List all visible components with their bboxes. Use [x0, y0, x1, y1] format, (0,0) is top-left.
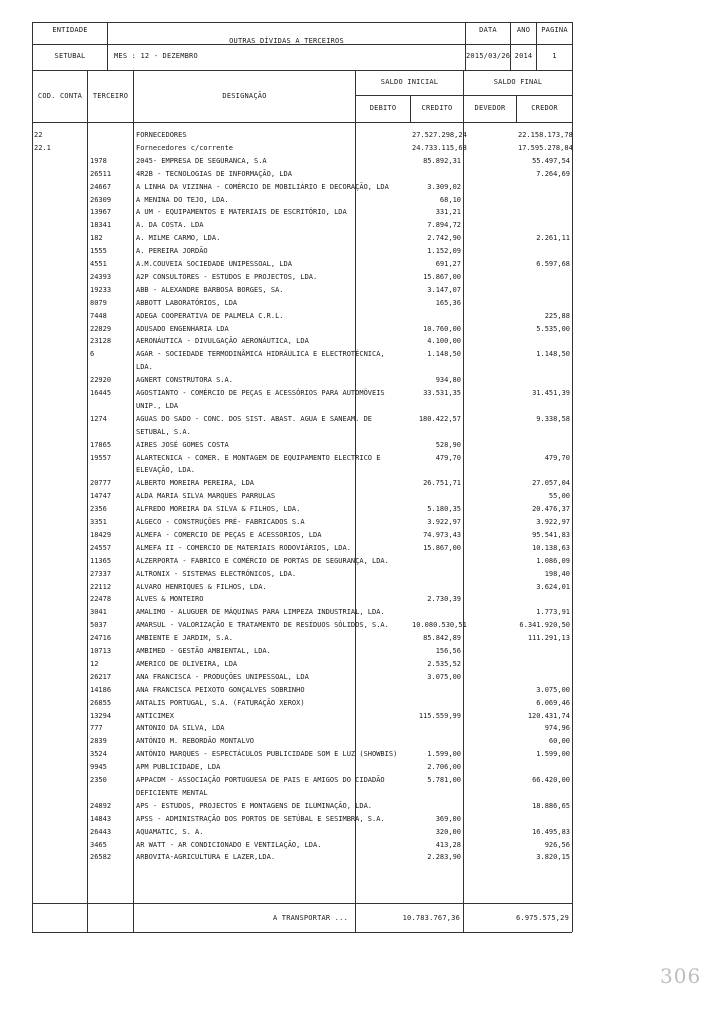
cell-cod-conta: 22.1 [34, 143, 51, 152]
cell-terceiro: 5037 [90, 621, 107, 630]
table-row [0, 582, 723, 592]
table-row [0, 517, 723, 527]
cell-credito: 165,36 [435, 298, 461, 307]
table-row [0, 556, 723, 566]
cell-credor: 225,88 [544, 311, 570, 320]
cell-designacao: ANTALIS PORTUGAL, S.A. (FATURAÇÃO XEROX) [136, 698, 305, 707]
cell-designacao: A. DA COSTA. LDA [136, 221, 204, 230]
cell-designacao: AMERICO DE OLIVEIRA, LDA [136, 659, 238, 668]
pagina-label: PAGINA [541, 26, 568, 34]
table-row [0, 698, 723, 708]
cell-terceiro: 13294 [90, 711, 112, 720]
table-row [0, 220, 723, 230]
table-row [0, 646, 723, 656]
cell-terceiro: 3351 [90, 518, 107, 526]
cell-terceiro: 14747 [90, 492, 112, 501]
cell-designacao: ALDA MARIA SILVA MARQUES PARRULAS [136, 492, 276, 501]
cell-terceiro: 11365 [90, 556, 112, 565]
cell-designacao: A.M.COUVEIA SOCIEDADE UNIPESSOAL, LDA [136, 260, 292, 268]
table-row [0, 491, 723, 501]
cell-terceiro: 3465 [90, 840, 107, 849]
table-row [0, 736, 723, 746]
col-cod-conta: COD. CONTA [37, 92, 83, 100]
cell-credito: 2.706,00 [427, 763, 461, 772]
cell-terceiro: 1274 [90, 414, 107, 423]
cell-designacao: ALZERPORTA - FABRICO E COMÉRCIO DE PORTAS DE SEGURANÇA, LDA. [136, 556, 389, 565]
cell-credor: 9.338,58 [536, 414, 570, 423]
cell-credito: 369,00 [435, 814, 461, 823]
cell-designacao: AGAR - SOCIEDADE TERMODINÂMICA HIDRÁULICA E ELECTROTÉCNICA, [136, 350, 385, 359]
cell-credor: 55,00 [548, 492, 570, 501]
cell-credor: 198,40 [544, 569, 570, 578]
cell-terceiro: 12 [90, 659, 99, 668]
table-row [0, 788, 723, 798]
cell-terceiro: 22112 [90, 582, 112, 591]
cell-credito: 331,21 [435, 208, 461, 217]
cell-terceiro: 13967 [90, 208, 112, 217]
cell-designacao: AQUAMATIC, S. A. [136, 827, 204, 836]
cell-designacao: Fornecedores c/corrente [136, 143, 233, 152]
cell-designacao: APPACDM - ASSOCIAÇÃO PORTUGUESA DE PAIS E AMIGOS DO CIDADÃO [136, 776, 385, 784]
cell-credito: 528,90 [435, 440, 461, 449]
header-div-entidade [107, 22, 108, 70]
cell-designacao: AR WATT - AR CONDICIONADO E VENTILAÇÃO, LDA. [136, 840, 322, 849]
cell-terceiro: 22920 [90, 376, 112, 385]
table-row [0, 298, 723, 308]
cell-designacao: DEFICIENTE MENTAL [136, 788, 208, 797]
table-row [0, 440, 723, 450]
cell-terceiro: 24667 [90, 182, 112, 191]
table-row [0, 246, 723, 256]
cell-credito: 4.100,00 [427, 337, 461, 346]
cell-credito: 15.867,00 [423, 272, 461, 281]
table-row [0, 375, 723, 385]
transportar-credor-total: 6.975.575,29 [516, 914, 569, 922]
cell-credito: 2.283,90 [427, 853, 461, 862]
table-row [0, 207, 723, 217]
cell-credito: 5.180,35 [427, 505, 461, 514]
cell-terceiro: 9945 [90, 763, 107, 772]
cell-designacao: A2P CONSULTORES - ESTUDOS E PROJECTOS, LDA. [136, 272, 318, 281]
cell-credor: 16.495,83 [532, 827, 570, 836]
table-row [0, 569, 723, 579]
cell-credor: 926,56 [544, 840, 570, 849]
cell-credito: 10.760,00 [423, 324, 461, 333]
table-row [0, 840, 723, 850]
cell-designacao: ALARTECNICA - COMER. E MONTAGEM DE EQUIPAMENTO ELECTRICO E [136, 453, 381, 462]
cell-credor: 111.291,13 [527, 634, 570, 643]
cell-terceiro: 16445 [90, 389, 112, 397]
cell-designacao: ALBERTO MOREIRA PEREIRA, LDA [136, 479, 255, 488]
cell-terceiro: 14843 [90, 814, 112, 823]
month-label: MES : 12 - DEZEMBRO [114, 52, 198, 60]
cell-terceiro: 18341 [90, 221, 112, 230]
header-bottom-rule [32, 70, 572, 71]
data-value: 2015/03/26 [466, 52, 511, 60]
table-row [0, 672, 723, 682]
cell-credito: 74.973,43 [423, 530, 461, 539]
cell-designacao: ARBOVITA-AGRICULTURA E LAZER,LDA. [136, 853, 276, 862]
page-number-stamp: 306 [660, 964, 702, 988]
entidade-label: ENTIDADE [52, 26, 88, 34]
cell-designacao: AMBIMED - GESTÃO AMBIENTAL, LDA. [136, 647, 271, 655]
table-row [0, 388, 723, 398]
cell-credor: 18.886,65 [532, 801, 570, 810]
cell-credito: 934,80 [435, 376, 461, 385]
cell-terceiro: 26309 [90, 195, 112, 204]
cell-credor: 1.773,91 [536, 608, 570, 617]
table-row [0, 130, 723, 140]
cell-credito: 2.730,39 [427, 595, 461, 604]
cell-credito: 3.075,00 [427, 672, 461, 681]
cell-designacao: AMARSUL - VALORIZAÇÃO E TRATAMENTO DE RESÍDUOS SÓLIDOS, S.A. [136, 621, 389, 630]
cell-designacao: ANTÓNIO M. REBORDÃO MONTALVO [136, 737, 255, 746]
table-row [0, 814, 723, 824]
table-row [0, 801, 723, 811]
cell-terceiro: 4551 [90, 260, 107, 268]
cell-terceiro: 22478 [90, 595, 112, 604]
cell-credito: 1.599,00 [427, 750, 461, 759]
header-top-rule [32, 22, 572, 23]
table-row [0, 465, 723, 475]
table-row [0, 543, 723, 553]
cell-terceiro: 24892 [90, 801, 112, 810]
cell-credor: 3.624,01 [536, 582, 570, 591]
col-terceiro: TERCEIRO [92, 92, 129, 100]
cell-designacao: ADUSADO ENGENHARIA LDA [136, 324, 229, 333]
table-row [0, 427, 723, 437]
columns-bottom-rule [32, 122, 572, 123]
ano-label: ANO [516, 26, 531, 34]
cell-terceiro: 3041 [90, 608, 107, 617]
cell-terceiro: 2350 [90, 776, 107, 784]
cell-terceiro: 27337 [90, 569, 112, 578]
table-row [0, 259, 723, 269]
cell-terceiro: 24557 [90, 543, 112, 552]
table-row [0, 182, 723, 192]
cell-designacao: FORNECEDORES [136, 131, 187, 139]
cell-designacao: ANA FRANCISCA PEIXOTO GONÇALVES SOBRINHO [136, 685, 305, 694]
table-row [0, 530, 723, 540]
cell-credito: 27.527.298,24 [412, 131, 467, 139]
cell-terceiro: 10713 [90, 647, 112, 655]
table-row [0, 711, 723, 721]
table-row [0, 685, 723, 695]
cell-designacao: ELEVAÇÃO, LDA. [136, 466, 196, 475]
table-row [0, 195, 723, 205]
col-saldo-final: SALDO FINAL [493, 78, 543, 86]
cell-terceiro: 8079 [90, 298, 107, 307]
table-row [0, 324, 723, 334]
table-row [0, 607, 723, 617]
cell-credor: 20.476,37 [532, 505, 570, 514]
cell-terceiro: 26855 [90, 698, 112, 707]
cell-designacao: ALVARO HENRIQUES & FILHOS, LDA. [136, 582, 267, 591]
cell-designacao: ANTICIMEX [136, 711, 174, 720]
cell-credor: 974,96 [544, 724, 570, 733]
ano-value: 2014 [514, 52, 533, 60]
cell-credor: 22.158.173,78 [518, 131, 573, 139]
cell-credito: 180.422,57 [418, 414, 461, 423]
cell-terceiro: 19557 [90, 453, 112, 462]
table-row [0, 478, 723, 488]
cell-credito: 7.894,72 [427, 221, 461, 230]
table-row [0, 414, 723, 424]
cell-credor: 66.420,00 [532, 776, 570, 784]
footer-bottom-rule [32, 932, 572, 933]
cell-terceiro: 14186 [90, 685, 112, 694]
cell-designacao: 4R2B - TECNOLOGIAS DE INFORMAÇÃO, LDA [136, 169, 292, 178]
cell-cod-conta: 22 [34, 131, 43, 139]
table-row [0, 504, 723, 514]
cell-designacao: ALFREDO MOREIRA DA SILVA & FILHOS, LDA. [136, 505, 301, 514]
cell-terceiro: 7448 [90, 311, 107, 320]
cell-credito: 156,56 [435, 647, 461, 655]
cell-terceiro: 2839 [90, 737, 107, 746]
cell-designacao: APM PUBLICIDADE, LDA [136, 763, 221, 772]
cell-designacao: AERONÁUTICA - DIVULGAÇÃO AERONÁUTICA, LDA [136, 337, 309, 346]
cell-designacao: A LINHA DA VIZINHA - COMÉRCIO DE MOBILIÁRIO E DECORAÇÃO, LDA [136, 182, 389, 191]
cell-credito: 1.152,09 [427, 247, 461, 256]
col-devedor: DEVEDOR [474, 104, 506, 112]
cell-terceiro: 17865 [90, 440, 112, 449]
cell-terceiro: 24716 [90, 634, 112, 643]
cell-designacao: AMBIENTE E JARDIM, S.A. [136, 634, 233, 643]
cell-credito: 115.559,99 [418, 711, 461, 720]
cell-credor: 2.261,11 [536, 234, 570, 243]
table-row [0, 852, 723, 862]
table-row [0, 143, 723, 153]
cell-designacao: ANTONIO DA SILVA, LDA [136, 724, 225, 733]
cell-designacao: AGNERT CONSTRUTORA S.A. [136, 376, 233, 385]
table-row [0, 775, 723, 785]
cell-designacao: APSS - ADMINISTRAÇÃO DOS PORTOS DE SETÚBAL E SESIMBRA, S.A. [136, 814, 385, 823]
cell-credor: 27.057,04 [532, 479, 570, 488]
transportar-label: A TRANSPORTAR ... [272, 914, 348, 922]
table-row [0, 659, 723, 669]
cell-credor: 17.595.278,84 [518, 143, 573, 152]
table-row [0, 336, 723, 346]
table-row [0, 762, 723, 772]
table-row [0, 169, 723, 179]
cell-designacao: ALVES & MONTEIRO [136, 595, 204, 604]
cell-credor: 6.597,68 [536, 260, 570, 268]
cell-credor: 10.138,63 [532, 543, 570, 552]
cell-credito: 85.842,89 [423, 634, 461, 643]
cell-designacao: A MENINA DO TEJO, LDA. [136, 195, 229, 204]
cell-credito: 3.147,07 [427, 285, 461, 294]
cell-credito: 479,70 [435, 453, 461, 462]
cell-credor: 7.264,69 [536, 169, 570, 178]
cell-terceiro: 18429 [90, 530, 112, 539]
cell-credor: 60,00 [548, 737, 570, 746]
cell-credito: 24.733.115,68 [412, 143, 467, 152]
pagina-value: 1 [552, 52, 557, 60]
cell-credito: 33.531,35 [423, 389, 461, 397]
table-row [0, 633, 723, 643]
cell-terceiro: 20777 [90, 479, 112, 488]
cell-designacao: SETUBAL, S.A. [136, 427, 191, 436]
cell-designacao: AIRES JOSÉ GOMES COSTA [136, 440, 229, 449]
cell-terceiro: 26582 [90, 853, 112, 862]
cell-designacao: LDA. [136, 363, 153, 372]
cell-credor: 5.535,00 [536, 324, 570, 333]
entidade-value: SETUBAL [54, 52, 86, 60]
col-designacao: DESIGNAÇÃO [222, 92, 267, 100]
cell-credor: 3.075,00 [536, 685, 570, 694]
report-title: OUTRAS DÍVIDAS A TERCEIROS [229, 37, 344, 45]
cell-credito: 68,10 [439, 195, 461, 204]
cell-terceiro: 1978 [90, 156, 107, 165]
cell-terceiro: 182 [90, 234, 103, 243]
cell-credor: 1.086,09 [536, 556, 570, 565]
cell-designacao: AGUAS DO SADO - CONC. DOS SIST. ABAST. AGUA E SANEAM. DE [136, 414, 373, 423]
table-row [0, 749, 723, 759]
cell-designacao: ALGECO - CONSTRUÇÕES PRÉ- FABRICADOS S.A [136, 518, 305, 526]
cell-credor: 95.541,83 [532, 530, 570, 539]
cell-designacao: ALTRONIX - SISTEMAS ELECTRÓNICOS, LDA. [136, 569, 297, 578]
cell-credito: 3.309,02 [427, 182, 461, 191]
cell-designacao: ALMEFA - COMERCIO DE PEÇAS E ACESSORIOS, LDA [136, 530, 322, 539]
cell-terceiro: 23128 [90, 337, 112, 346]
cell-credor: 120.431,74 [527, 711, 570, 720]
table-row [0, 156, 723, 166]
footer-top-rule [32, 903, 572, 904]
col-credito: CREDITO [421, 104, 453, 112]
data-label: DATA [479, 26, 497, 34]
cell-credor: 55.497,54 [532, 156, 570, 165]
table-row [0, 620, 723, 630]
cell-designacao: A. PEREIRA JORDÃO [136, 247, 208, 256]
cell-credor: 1.148,50 [536, 350, 570, 359]
cell-designacao: A. MILME CARMO, LDA. [136, 234, 221, 243]
table-row [0, 349, 723, 359]
cell-credor: 6.341.920,50 [519, 621, 570, 630]
cell-terceiro: 24393 [90, 272, 112, 281]
cell-credor: 3.922,97 [536, 518, 570, 526]
cell-credor: 1.599,00 [536, 750, 570, 759]
cell-designacao: A UM - EQUIPAMENTOS E MATERIAIS DE ESCRITÓRIO, LDA [136, 208, 347, 217]
cell-designacao: ABB - ALEXANDRE BARBOSA BORGES, SA. [136, 285, 284, 294]
cell-designacao: AMALIMO - ALUGUER DE MÁQUINAS PARA LIMPEZA INDUSTRIAL, LDA. [136, 608, 385, 617]
cell-terceiro: 777 [90, 724, 103, 733]
cell-designacao: AGOSTIANTO - COMÉRCIO DE PEÇAS E ACESSÓRIOS PARA AUTOMÓVEIS [136, 389, 385, 397]
transportar-credito-total: 10.783.767,36 [402, 914, 460, 922]
cell-terceiro: 26443 [90, 827, 112, 836]
table-row [0, 272, 723, 282]
cell-designacao: UNIP., LDA [136, 401, 179, 410]
cell-terceiro: 6 [90, 350, 95, 359]
cell-credito: 2.742,90 [427, 234, 461, 243]
cell-terceiro: 3524 [90, 750, 107, 759]
cell-credito: 691,27 [435, 260, 461, 268]
cell-credito: 85.892,31 [423, 156, 461, 165]
cell-credito: 2.535,52 [427, 659, 461, 668]
cell-terceiro: 2356 [90, 505, 107, 514]
cell-designacao: ANA FRANCISCA - PRODUÇÕES UNIPESSOAL, LDA [136, 672, 309, 681]
table-row [0, 594, 723, 604]
cell-designacao: 2045- EMPRESA DE SEGURANCA, S.A [136, 156, 267, 165]
cell-credor: 479,70 [544, 453, 570, 462]
cell-credor: 6.069,46 [536, 698, 570, 707]
cell-credito: 15.867,00 [423, 543, 461, 552]
cell-designacao: APS - ESTUDOS, PROJECTOS E MONTAGENS DE ILUMINAÇÃO, LDA. [136, 801, 373, 810]
cell-terceiro: 1555 [90, 247, 107, 256]
cell-designacao: ADEGA COOPERATIVA DE PALMELA C.R.L. [136, 311, 284, 320]
cell-credito: 10.080.530,51 [412, 621, 467, 630]
cell-credor: 31.451,39 [532, 389, 570, 397]
col-debito: DEBITO [369, 104, 397, 112]
cell-designacao: ABBOTT LABORATÓRIOS, LDA [136, 298, 238, 307]
cell-credito: 1.148,50 [427, 350, 461, 359]
table-row [0, 401, 723, 411]
table-row [0, 362, 723, 372]
table-row [0, 285, 723, 295]
table-row [0, 827, 723, 837]
cell-terceiro: 22829 [90, 324, 112, 333]
cell-credito: 413,28 [435, 840, 461, 849]
cell-designacao: ANTÓNIO MARQUES - ESPECTÁCULOS PUBLICIDADE SOM E LUZ (SHOWBIS) [136, 750, 398, 759]
cell-terceiro: 26217 [90, 672, 112, 681]
table-row [0, 311, 723, 321]
cell-credito: 5.781,00 [427, 776, 461, 784]
cell-designacao: ALMEFA II - COMERCIO DE MATERIAIS RODOVIÁRIOS, LDA. [136, 543, 351, 552]
table-row [0, 723, 723, 733]
col-saldo-inicial: SALDO INICIAL [380, 78, 439, 86]
cell-terceiro: 19233 [90, 285, 112, 294]
cell-credito: 3.922,97 [427, 518, 461, 526]
cell-credito: 26.751,71 [423, 479, 461, 488]
table-row [0, 453, 723, 463]
cell-terceiro: 26511 [90, 169, 112, 178]
col-credor: CREDOR [531, 104, 558, 112]
table-row [0, 233, 723, 243]
cell-credito: 320,00 [435, 827, 461, 836]
cell-credor: 3.820,15 [536, 853, 570, 862]
